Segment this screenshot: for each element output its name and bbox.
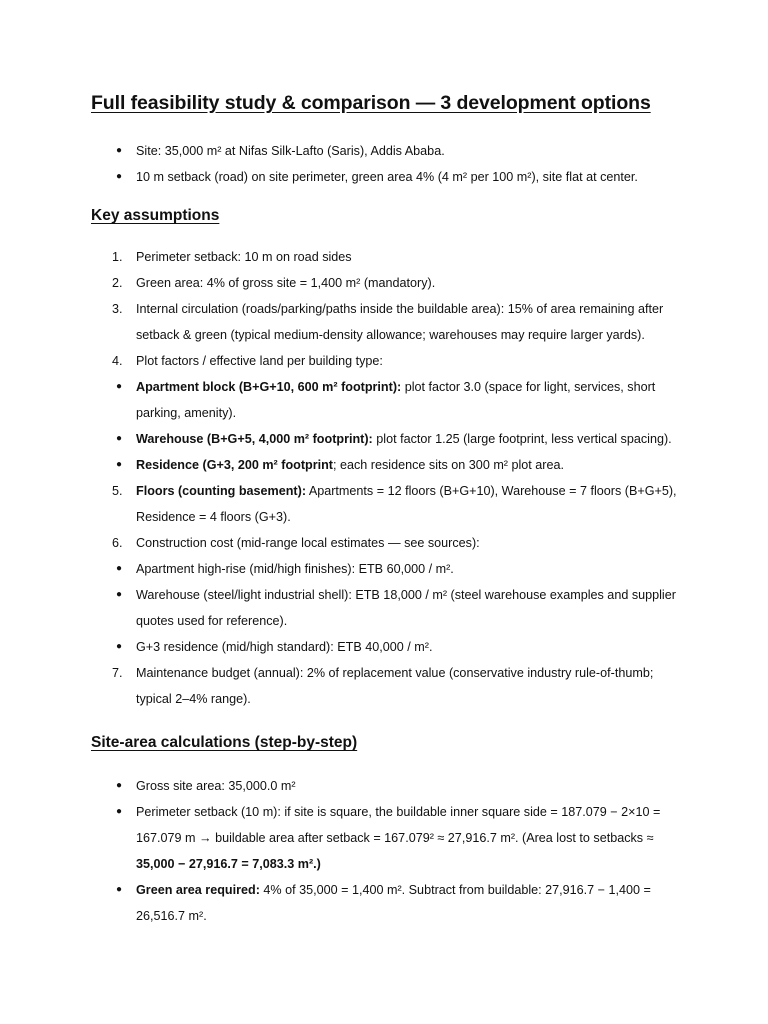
list-item <box>0 478 768 530</box>
list-item-text: Green area: 4% of gross site = 1,400 m² (mandatory). <box>136 276 436 290</box>
list-item-bold-lead: Floors (counting basement): <box>136 484 307 498</box>
site-area-list <box>0 773 768 929</box>
list-item <box>0 530 768 556</box>
list-marker: 6. <box>112 536 123 550</box>
list-item <box>0 270 768 296</box>
list-item <box>0 244 768 270</box>
list-marker: ● <box>116 459 123 470</box>
list-marker: ● <box>116 884 123 895</box>
list-item-text: ; each residence sits on 300 m² plot area. <box>333 458 565 472</box>
list-marker: ● <box>116 563 123 574</box>
list-item <box>0 634 768 660</box>
list-item: ● Site: 35,000 m² at Nifas Silk-Lafto (Saris), Addis Ababa. <box>116 144 445 158</box>
list-marker: 2. <box>112 276 123 290</box>
list-marker: ● <box>116 381 123 392</box>
list-item-text: Apartment high-rise (mid/high finishes): ETB 60,000 / m². <box>136 562 454 576</box>
section-heading-site-area: Site-area calculations (step-by-step) <box>91 734 358 751</box>
list-marker: ● <box>116 589 123 600</box>
list-marker: ● <box>116 641 123 652</box>
list-item <box>0 348 768 374</box>
list-marker: 5. <box>112 484 123 498</box>
list-item <box>0 426 768 452</box>
list-item <box>0 799 768 877</box>
list-item-bold-lead: Warehouse (B+G+5, 4,000 m² footprint): <box>136 432 373 446</box>
list-item: ● 10 m setback (road) on site perimeter, green area 4% (4 m² per 100 m²), site flat at center. <box>116 170 638 184</box>
list-item-text: Warehouse (steel/light industrial shell): ETB 18,000 / m² (steel warehouse examples and supplier quotes used for reference). <box>136 588 676 628</box>
list-item-text: Gross site area: 35,000.0 m² <box>136 779 296 793</box>
list-item-bold-lead: Residence (G+3, 200 m² footprint <box>136 458 333 472</box>
list-item-bold-tail: 35,000 − 27,916.7 = 7,083.3 m².) <box>136 857 321 871</box>
list-item <box>0 773 768 799</box>
list-item-text: Perimeter setback (10 m): if site is square, the buildable inner square side = 187.079 − 2×10 = 167.079 m → buildable area after setback = 167.079² ≈ 27,916.7 m². (Area lost to setbacks ≈ <box>136 805 661 845</box>
list-item <box>0 452 768 478</box>
list-marker: ● <box>116 433 123 444</box>
list-item <box>0 556 768 582</box>
list-marker: 1. <box>112 250 123 264</box>
list-item-text: 4% of 35,000 = 1,400 m². Subtract from buildable: 27,916.7 − 1,400 = 26,516.7 m². <box>136 883 651 923</box>
list-item-text: Apartments = 12 floors (B+G+10), Warehouse = 7 floors (B+G+5), Residence = 4 floors (G+3). <box>136 484 677 524</box>
list-item-text: Plot factors / effective land per building type: <box>136 354 383 368</box>
list-marker: 3. <box>112 302 123 316</box>
list-item-bold-lead: Green area required: <box>136 883 260 897</box>
list-item-text: plot factor 3.0 (space for light, services, short parking, amenity). <box>136 380 656 420</box>
list-marker: 7. <box>112 666 123 680</box>
section-heading-key-assumptions: Key assumptions <box>91 207 220 224</box>
list-item-text: plot factor 1.25 (large footprint, less vertical spacing). <box>372 432 672 446</box>
page-title: Full feasibility study & comparison — 3 development options <box>91 92 651 114</box>
list-item-text: Maintenance budget (annual): 2% of replacement value (conservative industry rule-of-thumb; typical 2–4% range). <box>136 666 654 706</box>
list-marker: 4. <box>112 354 123 368</box>
list-item-text: G+3 residence (mid/high standard): ETB 40,000 / m². <box>136 640 433 654</box>
list-item-text: Construction cost (mid-range local estimates — see sources): <box>136 536 480 550</box>
list-item <box>0 374 768 426</box>
list-item-text: Internal circulation (roads/parking/paths inside the buildable area): 15% of area remaining after setback & green (typical medium-density allowance; warehouses may require larger yards). <box>136 302 664 342</box>
list-item <box>0 582 768 634</box>
list-item-bold-lead: Apartment block (B+G+10, 600 m² footprint): <box>136 380 402 394</box>
key-assumptions-list <box>0 244 768 712</box>
list-item-text: Perimeter setback: 10 m on road sides <box>136 250 352 264</box>
intro-list <box>0 138 768 190</box>
list-item <box>0 877 768 929</box>
list-marker: ● <box>116 806 123 817</box>
list-marker: ● <box>116 780 123 791</box>
list-item <box>0 296 768 348</box>
list-item <box>0 660 768 712</box>
